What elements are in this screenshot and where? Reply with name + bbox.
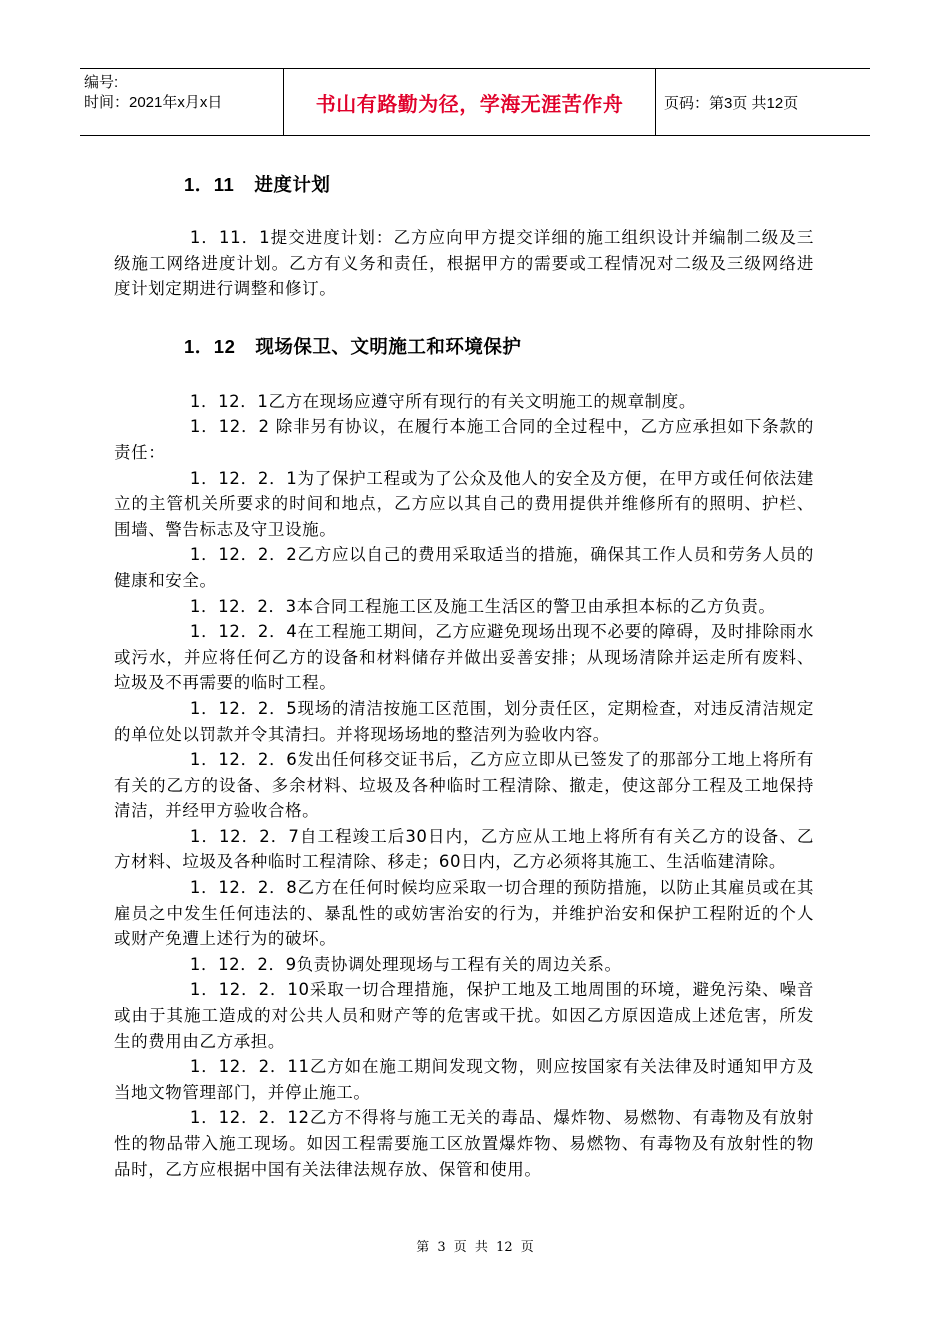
section-number: 1．11 (184, 174, 235, 195)
document-number-label: 编号: (84, 74, 119, 91)
paragraph: 1．12．2．3本合同工程施工区及施工生活区的警卫由承担本标的乙方负责。 (189, 596, 776, 616)
paragraph: 1．12．2．6发出任何移交证书后，乙方应立即从已签发了的那部分工地上将所有有关的乙方的设备、多余材料、垃圾及各种临时工程清除、撤走，使这部分工程及工地保持清洁，并经甲方验收合格。 (114, 750, 814, 821)
page-footer: 第 3 页 共 12 页 (416, 1240, 534, 1255)
section-title: 进度计划 (254, 175, 331, 196)
document-body (114, 168, 814, 1182)
paragraph: 1．12．2 除非另有协议，在履行本施工合同的全过程中，乙方应承担如下条款的责任： (114, 417, 814, 462)
paragraph: 1．12．2．7自工程竣工后30日内，乙方应从工地上将所有有关乙方的设备、乙方材料、垃圾及各种临时工程清除、移走；60日内，乙方必须将其施工、生活临建清除。 (114, 826, 814, 872)
paragraph: 1．11．1提交进度计划：乙方应向甲方提交详细的施工组织设计并编制二级及三级施工网络进度计划。乙方有义务和责任，根据甲方的需要或工程情况对二级及三级网络进度计划定期进行调整和修订。 (114, 228, 814, 299)
section-heading-1-11 (114, 168, 814, 203)
paragraph: 1．12．2．12乙方不得将与施工无关的毒品、爆炸物、易燃物、有毒物及有放射性的物品带入施工现场。如因工程需要施工区放置爆炸物、易燃物、有毒物及有放射性的物品时，乙方应根据中国有关法律法规存放、保管和使用。 (114, 1108, 814, 1179)
paragraph: 1．12．1乙方在现场应遵守所有现行的有关文明施工的规章制度。 (189, 391, 696, 411)
paragraph: 1．12．2．5现场的清洁按施工区范围，划分责任区，定期检查，对违反清洁规定的单位处以罚款并令其清扫。并将现场场地的整洁列为验收内容。 (114, 698, 814, 744)
header-page-info: 页码：第3页 共12页 (664, 94, 799, 112)
paragraph: 1．12．2．2乙方应以自己的费用采取适当的措施，确保其工作人员和劳务人员的健康和安全。 (114, 545, 814, 590)
paragraph: 1．12．2．8乙方在任何时候均应采取一切合理的预防措施，以防止其雇员或在其雇员之中发生任何违法的、暴乱性的或妨害治安的行为，并维护治安和保护工程附近的个人或财产免遭上述行为的破坏。 (114, 878, 814, 949)
paragraph: 1．12．2．4在工程施工期间，乙方应避免现场出现不必要的障碍，及时排除雨水或污水，并应将任何乙方的设备和材料储存并做出妥善安排；从现场清除并运走所有废料、垃圾及不再需要的临时工程。 (114, 622, 814, 693)
section-number: 1．12 (184, 335, 236, 357)
section-heading-1-12 (114, 330, 814, 365)
paragraph: 1．12．2．11乙方如在施工期间发现文物，则应按国家有关法律及时通知甲方及当地文物管理部门，并停止施工。 (114, 1057, 814, 1102)
header-motto: 书山有路勤为径，学海无涯苦作舟 (284, 69, 656, 135)
paragraph: 1．12．2．9负责协调处理现场与工程有关的周边关系。 (189, 954, 622, 974)
document-time-label: 时间：2021年x月x日 (84, 94, 223, 111)
section-title: 现场保卫、文明施工和环境保护 (255, 336, 522, 358)
paragraph: 1．12．2．1为了保护工程或为了公众及他人的安全及方便，在甲方或任何依法建立的主管机关所要求的时间和地点，乙方应以其自己的费用提供并维修所有的照明、护栏、围墙、警告标志及守卫设施。 (114, 468, 814, 539)
paragraph: 1．12．2．10采取一切合理措施，保护工地及工地周围的环境，避免污染、噪音或由于其施工造成的对公共人员和财产等的危害或干扰。如因乙方原因造成上述危害，所发生的费用由乙方承担。 (114, 980, 814, 1051)
header-meta-cell (80, 69, 284, 135)
page-header-table (80, 68, 870, 136)
